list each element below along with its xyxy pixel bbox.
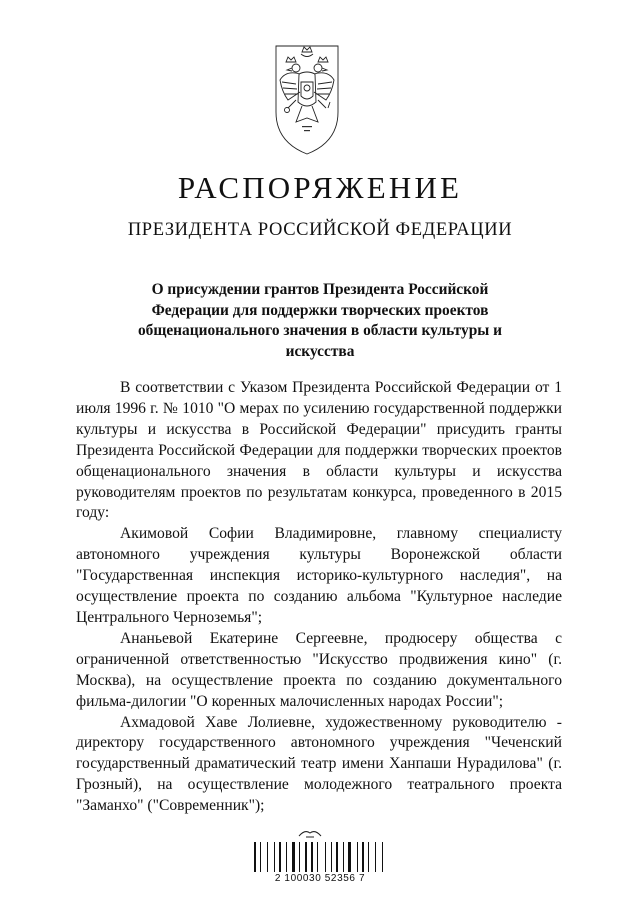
barcode-bar bbox=[366, 842, 367, 872]
barcode-bar bbox=[288, 842, 290, 872]
barcode-bar bbox=[283, 842, 284, 872]
barcode-bar bbox=[362, 842, 364, 872]
barcode-bar bbox=[357, 842, 358, 872]
barcode-bar bbox=[334, 842, 335, 872]
barcode-bar bbox=[375, 842, 376, 872]
barcode-bar bbox=[286, 842, 287, 872]
barcode-bar bbox=[382, 842, 383, 872]
barcode-bar bbox=[279, 842, 281, 872]
barcode-bar bbox=[385, 842, 386, 872]
paragraph-grantee: Акимовой Софии Владимировне, главному специалисту автономного учреждения культуры Воронежской области "Государственная инспекция историко-культурного наследия", на осуществление проекта по созданию альбома "Культурное наследие Центрального Черноземья"; bbox=[76, 525, 562, 626]
paragraph-grantee: Ахмадовой Хаве Лолиевне, художественному руководителю - директору государственного автономного учреждения "Чеченский государственный драматический театр имени Ханпаши Нурадилова" (г. Грозный), на осуществление молодежного театрального проекта "Заманхо" ("Современник"); bbox=[76, 713, 562, 815]
barcode-bar bbox=[371, 842, 373, 872]
document-body bbox=[76, 378, 562, 817]
coat-of-arms-icon bbox=[272, 42, 342, 156]
barcode-bar bbox=[305, 842, 307, 872]
barcode-bar bbox=[377, 842, 380, 872]
barcode-bar bbox=[269, 842, 272, 872]
barcode-bar bbox=[254, 842, 256, 872]
barcode-bar bbox=[353, 842, 355, 872]
barcode-bar bbox=[325, 842, 326, 872]
barcode-bar bbox=[267, 842, 268, 872]
barcode-bar bbox=[297, 842, 298, 872]
barcode-bar bbox=[317, 842, 318, 872]
paragraph-preamble: В соответствии с Указом Президента Российской Федерации от 1 июля 1996 г. № 1010 "О мерах по усилению государственной поддержки культуры и искусства в Российской Федерации" присудить гранты Президента Российской Федерации для поддержки творческих проектов общенационального значения в области культуры и искусства руководителям проектов по результатам конкурса, проведенного в 2015 году: bbox=[76, 379, 562, 522]
barcode-bar bbox=[258, 842, 259, 872]
barcode-bar bbox=[299, 842, 300, 872]
barcode-bar bbox=[343, 842, 344, 872]
barcode-bar bbox=[263, 842, 265, 872]
barcode-bar bbox=[320, 842, 323, 872]
barcode-bar bbox=[340, 842, 341, 872]
barcode-bar bbox=[359, 842, 360, 872]
barcode-bar bbox=[336, 842, 338, 872]
barcode bbox=[254, 842, 386, 872]
barcode-bar bbox=[274, 842, 275, 872]
barcode-number: 2 100030 52356 7 bbox=[274, 873, 366, 884]
barcode-bar bbox=[302, 842, 303, 872]
barcode-bar bbox=[260, 842, 261, 872]
barcode-bar bbox=[348, 842, 351, 872]
barcode-bar bbox=[308, 842, 309, 872]
barcode-bar bbox=[292, 842, 295, 872]
document-title: РАСПОРЯЖЕНИЕ bbox=[177, 170, 463, 205]
document-subtitle: ПРЕЗИДЕНТА РОССИЙСКОЙ ФЕДЕРАЦИИ bbox=[127, 220, 513, 240]
paragraph-grantee: Ананьевой Екатерине Сергеевне, продюсеру общества с ограниченной ответственностью "Искусство продвижения кино" (г. Москва), на осуществление проекта по созданию документального фильма-дилогии "О коренных малочисленных народах России"; bbox=[76, 629, 562, 710]
barcode-bar bbox=[277, 842, 278, 872]
barcode-bar bbox=[315, 842, 316, 872]
barcode-bar bbox=[345, 842, 346, 872]
barcode-bar bbox=[368, 842, 369, 872]
barcode-bar bbox=[327, 842, 329, 872]
small-eagle-icon bbox=[297, 827, 323, 839]
document-heading: О присуждении грантов Президента Российской Федерации для поддержки творческих проектов общенационального значения в области культуры и искусства bbox=[137, 281, 503, 360]
barcode-bar bbox=[331, 842, 332, 872]
barcode-bar bbox=[311, 842, 313, 872]
